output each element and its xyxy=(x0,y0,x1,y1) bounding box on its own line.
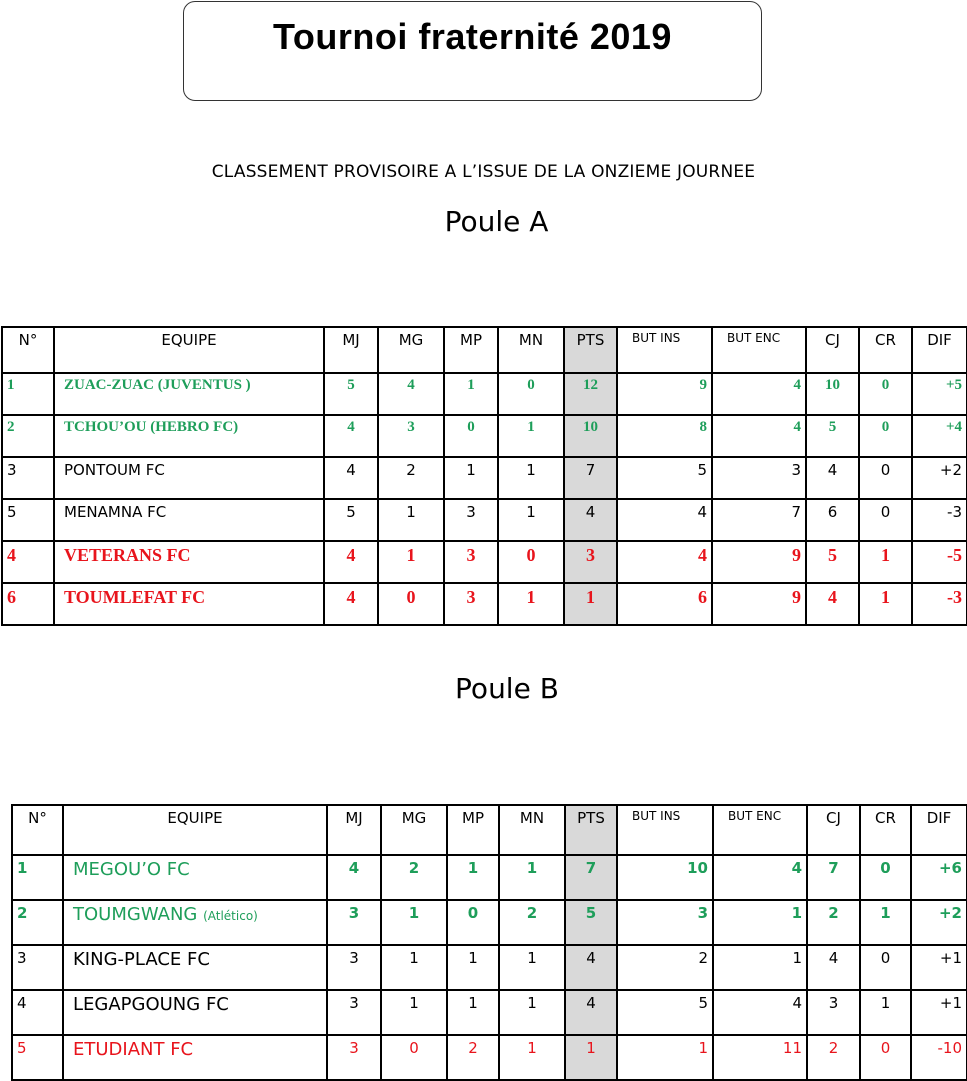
cell-mg: 1 xyxy=(381,990,447,1035)
cell-cr: 0 xyxy=(860,855,911,900)
team-name: TOUMLEFAT FC xyxy=(64,587,206,607)
cell-mg: 0 xyxy=(381,1035,447,1080)
pool-a-table xyxy=(1,326,967,626)
cell-mp: 3 xyxy=(444,583,498,625)
cell-team xyxy=(54,541,324,583)
cell-cj: 2 xyxy=(807,900,860,945)
team-suffix: (Atlético) xyxy=(203,909,258,923)
cell-mg: 3 xyxy=(378,415,444,457)
cell-dif: +1 xyxy=(911,945,967,990)
cell-mp: 3 xyxy=(444,541,498,583)
team-name: MENAMNA FC xyxy=(64,503,167,521)
cell-cr: 0 xyxy=(859,373,912,415)
cell-but-ins: 4 xyxy=(617,541,712,583)
table-row xyxy=(12,945,967,990)
cell-mp: 1 xyxy=(444,373,498,415)
cell-num: 2 xyxy=(2,415,54,457)
header-mg: MG xyxy=(381,805,447,855)
cell-mg: 4 xyxy=(378,373,444,415)
team-name: TOUMGWANG xyxy=(73,904,204,925)
team-name: VETERANS FC xyxy=(64,545,191,565)
cell-team xyxy=(54,583,324,625)
cell-mj: 4 xyxy=(324,457,378,499)
header-but-enc: BUT ENC xyxy=(712,327,806,373)
title-box xyxy=(183,1,762,101)
cell-mp: 0 xyxy=(447,900,499,945)
header-pts: PTS xyxy=(564,327,617,373)
cell-mn: 1 xyxy=(498,457,564,499)
cell-cj: 6 xyxy=(806,499,859,541)
cell-but-enc: 9 xyxy=(712,583,806,625)
cell-mn: 0 xyxy=(498,541,564,583)
header-mn: MN xyxy=(499,805,565,855)
table-row xyxy=(2,541,967,583)
cell-mn: 1 xyxy=(499,990,565,1035)
pool-b-title: Poule B xyxy=(455,672,559,705)
cell-mg: 1 xyxy=(381,900,447,945)
cell-team xyxy=(54,499,324,541)
cell-mg: 1 xyxy=(378,541,444,583)
cell-mj: 3 xyxy=(327,900,381,945)
header-pts: PTS xyxy=(565,805,617,855)
cell-num: 1 xyxy=(2,373,54,415)
cell-but-enc: 1 xyxy=(713,945,807,990)
cell-mg: 0 xyxy=(378,583,444,625)
table-header-row xyxy=(2,327,967,373)
cell-cj: 5 xyxy=(806,541,859,583)
cell-pts: 4 xyxy=(564,499,617,541)
cell-dif: +2 xyxy=(911,900,967,945)
header-num: N° xyxy=(2,327,54,373)
cell-cj: 4 xyxy=(806,583,859,625)
cell-pts: 12 xyxy=(564,373,617,415)
cell-mj: 4 xyxy=(324,415,378,457)
cell-mn: 1 xyxy=(499,855,565,900)
cell-but-ins: 2 xyxy=(617,945,713,990)
cell-mg: 1 xyxy=(378,499,444,541)
cell-cr: 1 xyxy=(860,990,911,1035)
cell-team xyxy=(54,415,324,457)
cell-cj: 10 xyxy=(806,373,859,415)
pool-b-table xyxy=(11,804,967,1081)
table-row xyxy=(2,373,967,415)
cell-cj: 5 xyxy=(806,415,859,457)
cell-but-enc: 1 xyxy=(713,900,807,945)
cell-pts: 4 xyxy=(565,945,617,990)
cell-cr: 0 xyxy=(859,415,912,457)
table-row xyxy=(12,855,967,900)
cell-but-enc: 4 xyxy=(712,373,806,415)
team-name: ZUAC-ZUAC (JUVENTUS ) xyxy=(64,377,251,393)
cell-num: 4 xyxy=(2,541,54,583)
cell-team xyxy=(63,855,327,900)
cell-dif: +4 xyxy=(912,415,967,457)
cell-cr: 1 xyxy=(860,900,911,945)
table-row xyxy=(2,499,967,541)
cell-mp: 1 xyxy=(447,990,499,1035)
cell-pts: 5 xyxy=(565,900,617,945)
table-row xyxy=(12,900,967,945)
page-title: Tournoi fraternité 2019 xyxy=(273,16,672,57)
cell-dif: +1 xyxy=(911,990,967,1035)
table-row xyxy=(2,583,967,625)
cell-num: 3 xyxy=(2,457,54,499)
cell-mg: 2 xyxy=(378,457,444,499)
cell-team xyxy=(54,373,324,415)
cell-dif: -10 xyxy=(911,1035,967,1080)
cell-mj: 5 xyxy=(324,499,378,541)
header-mn: MN xyxy=(498,327,564,373)
cell-team xyxy=(63,945,327,990)
header-team: EQUIPE xyxy=(63,805,327,855)
subtitle: CLASSEMENT PROVISOIRE A L’ISSUE DE LA ONZIEME JOURNEE xyxy=(211,162,756,182)
cell-mg: 2 xyxy=(381,855,447,900)
table-row xyxy=(2,415,967,457)
cell-mg: 1 xyxy=(381,945,447,990)
header-dif: DIF xyxy=(911,805,967,855)
team-name: PONTOUM FC xyxy=(64,461,165,479)
cell-but-enc: 4 xyxy=(712,415,806,457)
cell-cr: 0 xyxy=(860,1035,911,1080)
cell-but-enc: 9 xyxy=(712,541,806,583)
cell-mp: 1 xyxy=(447,855,499,900)
table-row xyxy=(2,457,967,499)
cell-dif: +2 xyxy=(912,457,967,499)
cell-mp: 1 xyxy=(447,945,499,990)
cell-team xyxy=(54,457,324,499)
cell-mj: 4 xyxy=(324,583,378,625)
cell-num: 1 xyxy=(12,855,63,900)
cell-cj: 3 xyxy=(807,990,860,1035)
cell-mj: 5 xyxy=(324,373,378,415)
cell-but-ins: 8 xyxy=(617,415,712,457)
cell-num: 6 xyxy=(2,583,54,625)
header-cr: CR xyxy=(860,805,911,855)
cell-but-ins: 5 xyxy=(617,457,712,499)
table-row xyxy=(12,1035,967,1080)
cell-num: 5 xyxy=(2,499,54,541)
cell-cr: 0 xyxy=(859,457,912,499)
team-name: KING-PLACE FC xyxy=(73,949,210,970)
cell-mn: 1 xyxy=(498,499,564,541)
cell-cj: 2 xyxy=(807,1035,860,1080)
cell-mp: 2 xyxy=(447,1035,499,1080)
cell-num: 5 xyxy=(12,1035,63,1080)
cell-num: 2 xyxy=(12,900,63,945)
cell-but-ins: 5 xyxy=(617,990,713,1035)
header-but-ins: BUT INS xyxy=(617,805,713,855)
cell-mn: 1 xyxy=(498,415,564,457)
header-mp: MP xyxy=(447,805,499,855)
cell-mn: 1 xyxy=(499,945,565,990)
cell-pts: 3 xyxy=(564,541,617,583)
header-team: EQUIPE xyxy=(54,327,324,373)
team-name: LEGAPGOUNG FC xyxy=(73,994,229,1015)
cell-but-ins: 4 xyxy=(617,499,712,541)
cell-mn: 0 xyxy=(498,373,564,415)
cell-pts: 10 xyxy=(564,415,617,457)
cell-but-ins: 6 xyxy=(617,583,712,625)
cell-cr: 1 xyxy=(859,541,912,583)
cell-but-ins: 9 xyxy=(617,373,712,415)
cell-mj: 3 xyxy=(327,990,381,1035)
cell-cr: 0 xyxy=(860,945,911,990)
pool-a-title: Poule A xyxy=(444,205,549,238)
cell-mp: 0 xyxy=(444,415,498,457)
team-name: TCHOU’OU (HEBRO FC) xyxy=(64,419,239,435)
table-row xyxy=(12,990,967,1035)
cell-mn: 1 xyxy=(499,1035,565,1080)
cell-but-enc: 4 xyxy=(713,855,807,900)
cell-mj: 4 xyxy=(324,541,378,583)
cell-but-ins: 1 xyxy=(617,1035,713,1080)
header-but-enc: BUT ENC xyxy=(713,805,807,855)
cell-but-enc: 11 xyxy=(713,1035,807,1080)
team-name: MEGOU’O FC xyxy=(73,859,190,880)
cell-num: 3 xyxy=(12,945,63,990)
cell-but-ins: 3 xyxy=(617,900,713,945)
cell-cr: 0 xyxy=(859,499,912,541)
cell-mp: 3 xyxy=(444,499,498,541)
cell-pts: 1 xyxy=(565,1035,617,1080)
header-dif: DIF xyxy=(912,327,967,373)
cell-mp: 1 xyxy=(444,457,498,499)
cell-but-enc: 7 xyxy=(712,499,806,541)
cell-team xyxy=(63,990,327,1035)
cell-mn: 1 xyxy=(498,583,564,625)
cell-mn: 2 xyxy=(499,900,565,945)
table-header-row xyxy=(12,805,967,855)
header-mj: MJ xyxy=(324,327,378,373)
cell-mj: 3 xyxy=(327,1035,381,1080)
team-name: ETUDIANT FC xyxy=(73,1039,194,1060)
cell-team xyxy=(63,900,327,945)
cell-cj: 4 xyxy=(807,945,860,990)
header-cr: CR xyxy=(859,327,912,373)
cell-cr: 1 xyxy=(859,583,912,625)
header-num: N° xyxy=(12,805,63,855)
header-mg: MG xyxy=(378,327,444,373)
cell-dif: +5 xyxy=(912,373,967,415)
cell-mj: 3 xyxy=(327,945,381,990)
cell-pts: 7 xyxy=(564,457,617,499)
header-cj: CJ xyxy=(807,805,860,855)
header-but-ins: BUT INS xyxy=(617,327,712,373)
cell-pts: 4 xyxy=(565,990,617,1035)
header-mj: MJ xyxy=(327,805,381,855)
cell-but-enc: 3 xyxy=(712,457,806,499)
cell-dif: +6 xyxy=(911,855,967,900)
cell-cj: 4 xyxy=(806,457,859,499)
header-cj: CJ xyxy=(806,327,859,373)
header-mp: MP xyxy=(444,327,498,373)
cell-num: 4 xyxy=(12,990,63,1035)
cell-dif: -3 xyxy=(912,499,967,541)
cell-pts: 1 xyxy=(564,583,617,625)
cell-cj: 7 xyxy=(807,855,860,900)
cell-team xyxy=(63,1035,327,1080)
cell-dif: -5 xyxy=(912,541,967,583)
cell-pts: 7 xyxy=(565,855,617,900)
cell-mj: 4 xyxy=(327,855,381,900)
cell-but-ins: 10 xyxy=(617,855,713,900)
cell-but-enc: 4 xyxy=(713,990,807,1035)
cell-dif: -3 xyxy=(912,583,967,625)
